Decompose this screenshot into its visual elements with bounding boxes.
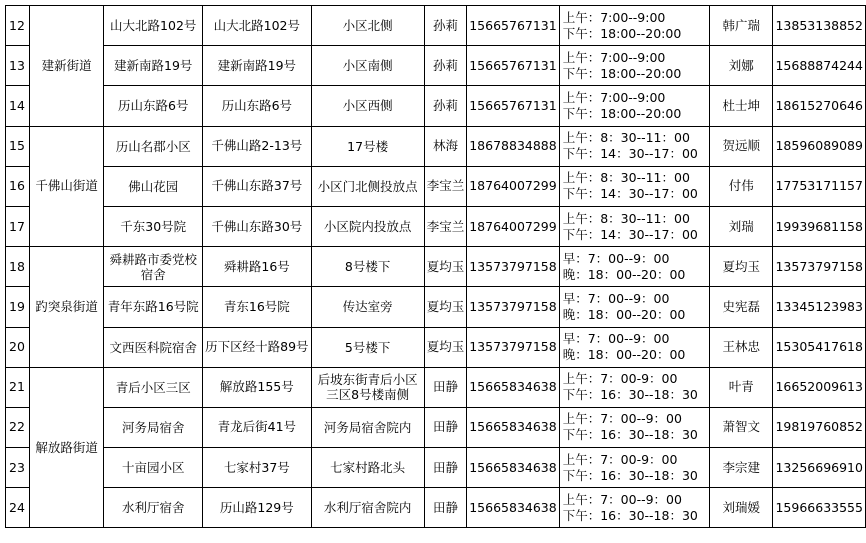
evening-time: 下午：18:00--20:00: [562, 25, 682, 41]
community-name: 历山名郡小区: [104, 126, 203, 166]
community-name: 佛山花园: [104, 166, 203, 206]
contact-phone: 13573797158: [467, 247, 559, 287]
drop-off-location: 小区门北侧投放点: [311, 166, 424, 206]
address: 青东16号院: [203, 287, 311, 327]
collection-time: [559, 166, 709, 206]
row-number: 21: [6, 367, 30, 407]
community-name: 历山东路6号: [104, 86, 203, 126]
community-name: 十亩园小区: [104, 448, 203, 488]
contact-phone: 15665834638: [467, 488, 559, 528]
evening-time: 晚：18：00--20：00: [562, 347, 686, 363]
street-name: 建新街道: [29, 6, 103, 127]
collection-time: [559, 327, 709, 367]
contact-name: 李宝兰: [424, 166, 467, 206]
evening-time: 下午：16：30--18：30: [562, 467, 698, 483]
contact-phone: 15665834638: [467, 448, 559, 488]
street-name: 解放路街道: [29, 367, 103, 528]
drop-off-location: 5号楼下: [311, 327, 424, 367]
contact-name: 孙莉: [424, 86, 467, 126]
table-row: [6, 86, 866, 126]
morning-time: 上午：7：00-9：00: [562, 371, 678, 387]
drop-off-location: 17号楼: [311, 126, 424, 166]
supervisor-name: 韩广瑞: [710, 6, 773, 46]
contact-name: 田静: [424, 488, 467, 528]
table-row: [6, 367, 866, 407]
evening-time: 下午：16：30--18：30: [562, 427, 698, 443]
contact-name: 夏均玉: [424, 327, 467, 367]
table-row: [6, 247, 866, 287]
supervisor-phone: 19939681158: [773, 206, 866, 246]
contact-name: 田静: [424, 407, 467, 447]
morning-time: 早：7：00--9：00: [562, 250, 670, 266]
drop-off-location: 小区南侧: [311, 46, 424, 86]
address: 历下区经十路89号: [203, 327, 311, 367]
morning-time: 早：7：00--9：00: [562, 290, 670, 306]
collection-time: [559, 448, 709, 488]
collection-time: [559, 86, 709, 126]
row-number: 22: [6, 407, 30, 447]
row-number: 17: [6, 206, 30, 246]
recycling-point-table: [5, 5, 866, 528]
table-row: [6, 488, 866, 528]
morning-time: 上午：7:00--9:00: [562, 9, 666, 25]
contact-name: 田静: [424, 448, 467, 488]
drop-off-location: 小区西侧: [311, 86, 424, 126]
community-name: 文西医科院宿舍: [104, 327, 203, 367]
supervisor-name: 付伟: [710, 166, 773, 206]
supervisor-name: 刘瑞: [710, 206, 773, 246]
supervisor-phone: 15688874244: [773, 46, 866, 86]
contact-phone: 18764007299: [467, 206, 559, 246]
supervisor-phone: 13256696910: [773, 448, 866, 488]
contact-phone: 15665834638: [467, 407, 559, 447]
evening-time: 下午：14：30--17：00: [562, 226, 698, 242]
contact-name: 孙莉: [424, 46, 467, 86]
supervisor-phone: 17753171157: [773, 166, 866, 206]
collection-time: [559, 488, 709, 528]
evening-time: 下午：18:00--20:00: [562, 65, 682, 81]
contact-phone: 15665767131: [467, 6, 559, 46]
supervisor-name: 刘娜: [710, 46, 773, 86]
collection-time: [559, 6, 709, 46]
address: 历山路129号: [203, 488, 311, 528]
contact-name: 李宝兰: [424, 206, 467, 246]
morning-time: 上午：7：00-9：00: [562, 451, 678, 467]
contact-phone: 13573797158: [467, 287, 559, 327]
contact-name: 林海: [424, 126, 467, 166]
drop-off-location: 河务局宿舍院内: [311, 407, 424, 447]
supervisor-name: 王林忠: [710, 327, 773, 367]
drop-off-location: 8号楼下: [311, 247, 424, 287]
row-number: 15: [6, 126, 30, 166]
table-row: [6, 46, 866, 86]
table-body: [6, 6, 866, 528]
row-number: 19: [6, 287, 30, 327]
row-number: 18: [6, 247, 30, 287]
evening-time: 下午：18:00--20:00: [562, 105, 682, 121]
drop-off-location: 后坡东街青后小区三区8号楼南侧: [311, 367, 424, 407]
collection-time: [559, 287, 709, 327]
table-row: [6, 126, 866, 166]
supervisor-phone: 16652009613: [773, 367, 866, 407]
morning-time: 上午：7:00--9:00: [562, 89, 666, 105]
supervisor-name: 李宗建: [710, 448, 773, 488]
schedule-table-container: [5, 5, 866, 528]
collection-time: [559, 367, 709, 407]
supervisor-name: 刘瑞媛: [710, 488, 773, 528]
address: 千佛山路2-13号: [203, 126, 311, 166]
morning-time: 上午：8：30--11：00: [562, 130, 690, 146]
evening-time: 晚：18：00--20：00: [562, 266, 686, 282]
address: 千佛山东路37号: [203, 166, 311, 206]
evening-time: 下午：14：30--17：00: [562, 146, 698, 162]
table-row: [6, 407, 866, 447]
table-row: [6, 206, 866, 246]
row-number: 13: [6, 46, 30, 86]
collection-time: [559, 247, 709, 287]
contact-phone: 18678834888: [467, 126, 559, 166]
community-name: 山大北路102号: [104, 6, 203, 46]
evening-time: 下午：14：30--17：00: [562, 186, 698, 202]
table-row: [6, 448, 866, 488]
supervisor-name: 叶青: [710, 367, 773, 407]
evening-time: 下午：16：30--18：30: [562, 507, 698, 523]
supervisor-phone: 13573797158: [773, 247, 866, 287]
collection-time: [559, 206, 709, 246]
contact-name: 田静: [424, 367, 467, 407]
evening-time: 下午：16：30--18：30: [562, 387, 698, 403]
address: 千佛山东路30号: [203, 206, 311, 246]
supervisor-phone: 18615270646: [773, 86, 866, 126]
morning-time: 上午：7：00--9：00: [562, 411, 682, 427]
evening-time: 晚：18：00--20：00: [562, 306, 686, 322]
address: 历山东路6号: [203, 86, 311, 126]
table-row: [6, 6, 866, 46]
address: 山大北路102号: [203, 6, 311, 46]
drop-off-location: 传达室旁: [311, 287, 424, 327]
street-name: 趵突泉街道: [29, 247, 103, 368]
row-number: 20: [6, 327, 30, 367]
address: 青龙后街41号: [203, 407, 311, 447]
contact-phone: 15665767131: [467, 86, 559, 126]
street-name: 千佛山街道: [29, 126, 103, 247]
community-name: 千东30号院: [104, 206, 203, 246]
collection-time: [559, 407, 709, 447]
row-number: 24: [6, 488, 30, 528]
morning-time: 上午：8：30--11：00: [562, 170, 690, 186]
morning-time: 上午：7:00--9:00: [562, 49, 666, 65]
supervisor-phone: 15966633555: [773, 488, 866, 528]
supervisor-name: 贺远顺: [710, 126, 773, 166]
morning-time: 早：7：00--9：00: [562, 331, 670, 347]
address: 建新南路19号: [203, 46, 311, 86]
supervisor-phone: 13853138852: [773, 6, 866, 46]
drop-off-location: 水利厅宿舍院内: [311, 488, 424, 528]
community-name: 水利厅宿舍: [104, 488, 203, 528]
drop-off-location: 小区北侧: [311, 6, 424, 46]
row-number: 14: [6, 86, 30, 126]
contact-phone: 18764007299: [467, 166, 559, 206]
collection-time: [559, 126, 709, 166]
supervisor-name: 萧智文: [710, 407, 773, 447]
drop-off-location: 小区院内投放点: [311, 206, 424, 246]
contact-phone: 15665767131: [467, 46, 559, 86]
table-row: [6, 327, 866, 367]
supervisor-phone: 18596089089: [773, 126, 866, 166]
collection-time: [559, 46, 709, 86]
supervisor-name: 史宪磊: [710, 287, 773, 327]
row-number: 16: [6, 166, 30, 206]
contact-phone: 13573797158: [467, 327, 559, 367]
supervisor-phone: 13345123983: [773, 287, 866, 327]
contact-phone: 15665834638: [467, 367, 559, 407]
contact-name: 夏均玉: [424, 287, 467, 327]
address: 七家村37号: [203, 448, 311, 488]
address: 解放路155号: [203, 367, 311, 407]
community-name: 建新南路19号: [104, 46, 203, 86]
supervisor-phone: 15305417618: [773, 327, 866, 367]
row-number: 12: [6, 6, 30, 46]
contact-name: 夏均玉: [424, 247, 467, 287]
community-name: 河务局宿舍: [104, 407, 203, 447]
contact-name: 孙莉: [424, 6, 467, 46]
supervisor-name: 夏均玉: [710, 247, 773, 287]
morning-time: 上午：8：30--11：00: [562, 210, 690, 226]
community-name: 舜耕路市委党校宿舍: [104, 247, 203, 287]
community-name: 青年东路16号院: [104, 287, 203, 327]
row-number: 23: [6, 448, 30, 488]
community-name: 青后小区三区: [104, 367, 203, 407]
supervisor-name: 杜士坤: [710, 86, 773, 126]
supervisor-phone: 19819760852: [773, 407, 866, 447]
morning-time: 上午：7：00--9：00: [562, 491, 682, 507]
table-row: [6, 166, 866, 206]
drop-off-location: 七家村路北头: [311, 448, 424, 488]
table-row: [6, 287, 866, 327]
address: 舜耕路16号: [203, 247, 311, 287]
